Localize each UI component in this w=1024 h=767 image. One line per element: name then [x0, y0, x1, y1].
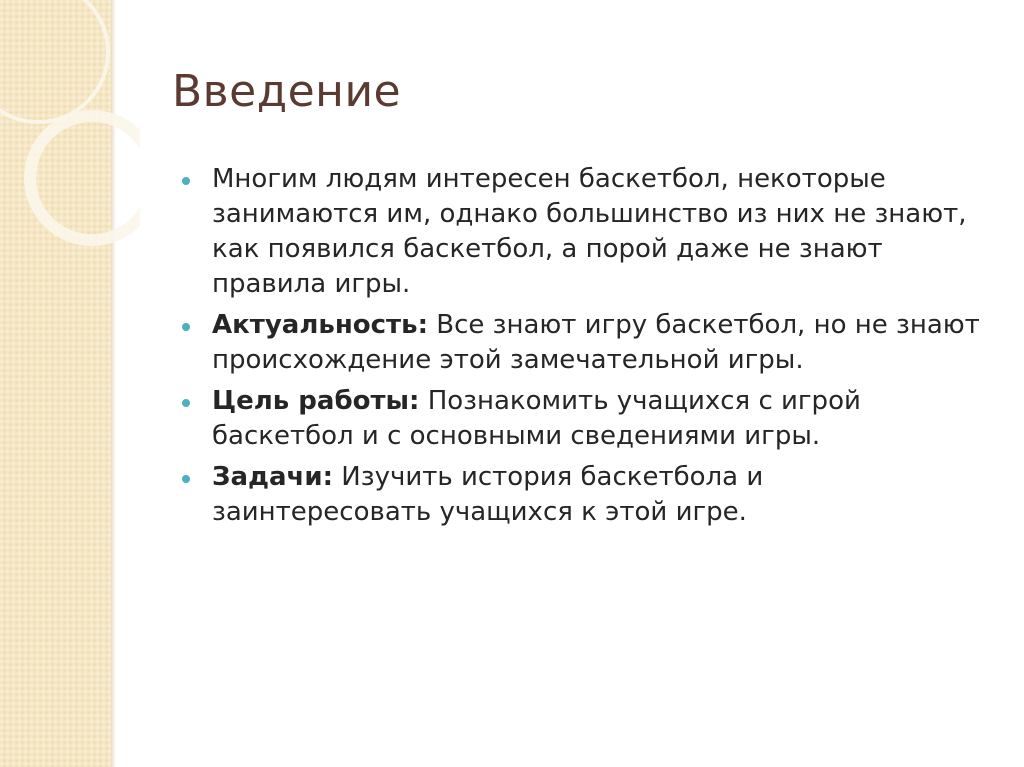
slide-title: Введение: [172, 66, 402, 117]
bullet-text: Многим людям интересен баскетбол, некоторые занимаются им, однако большинство из них не знают, как появился баскетбол, а порой даже не знают правила игры.: [212, 164, 967, 299]
bullet-term: Цель работы:: [212, 386, 420, 416]
bullet-text: Все знают игру баскетбол, но не знают происхождение этой замечательной игры.: [212, 310, 980, 375]
bullet-dot-icon: [182, 323, 190, 331]
bullet-text: Изучить история баскетбола и заинтересовать учащихся к этой игре.: [212, 462, 764, 527]
bullet-term: Актуальность:: [212, 310, 428, 340]
ring-upper: [0, 0, 108, 122]
bullet-text: Познакомить учащихся с игрой баскетбол и с основными сведениями игры.: [212, 386, 861, 451]
bullet-dot-icon: [182, 399, 190, 407]
bullet-item-intro: [182, 162, 982, 302]
bullet-list: [182, 162, 982, 536]
bullet-item-relevance: [182, 308, 982, 378]
decorative-rings: [0, 0, 140, 260]
bullet-item-goal: [182, 384, 982, 454]
bullet-term: Задачи:: [212, 462, 334, 492]
bullet-dot-icon: [182, 475, 190, 483]
bullet-item-tasks: [182, 460, 982, 530]
bullet-dot-icon: [182, 177, 190, 185]
ring-lower: [30, 116, 140, 240]
